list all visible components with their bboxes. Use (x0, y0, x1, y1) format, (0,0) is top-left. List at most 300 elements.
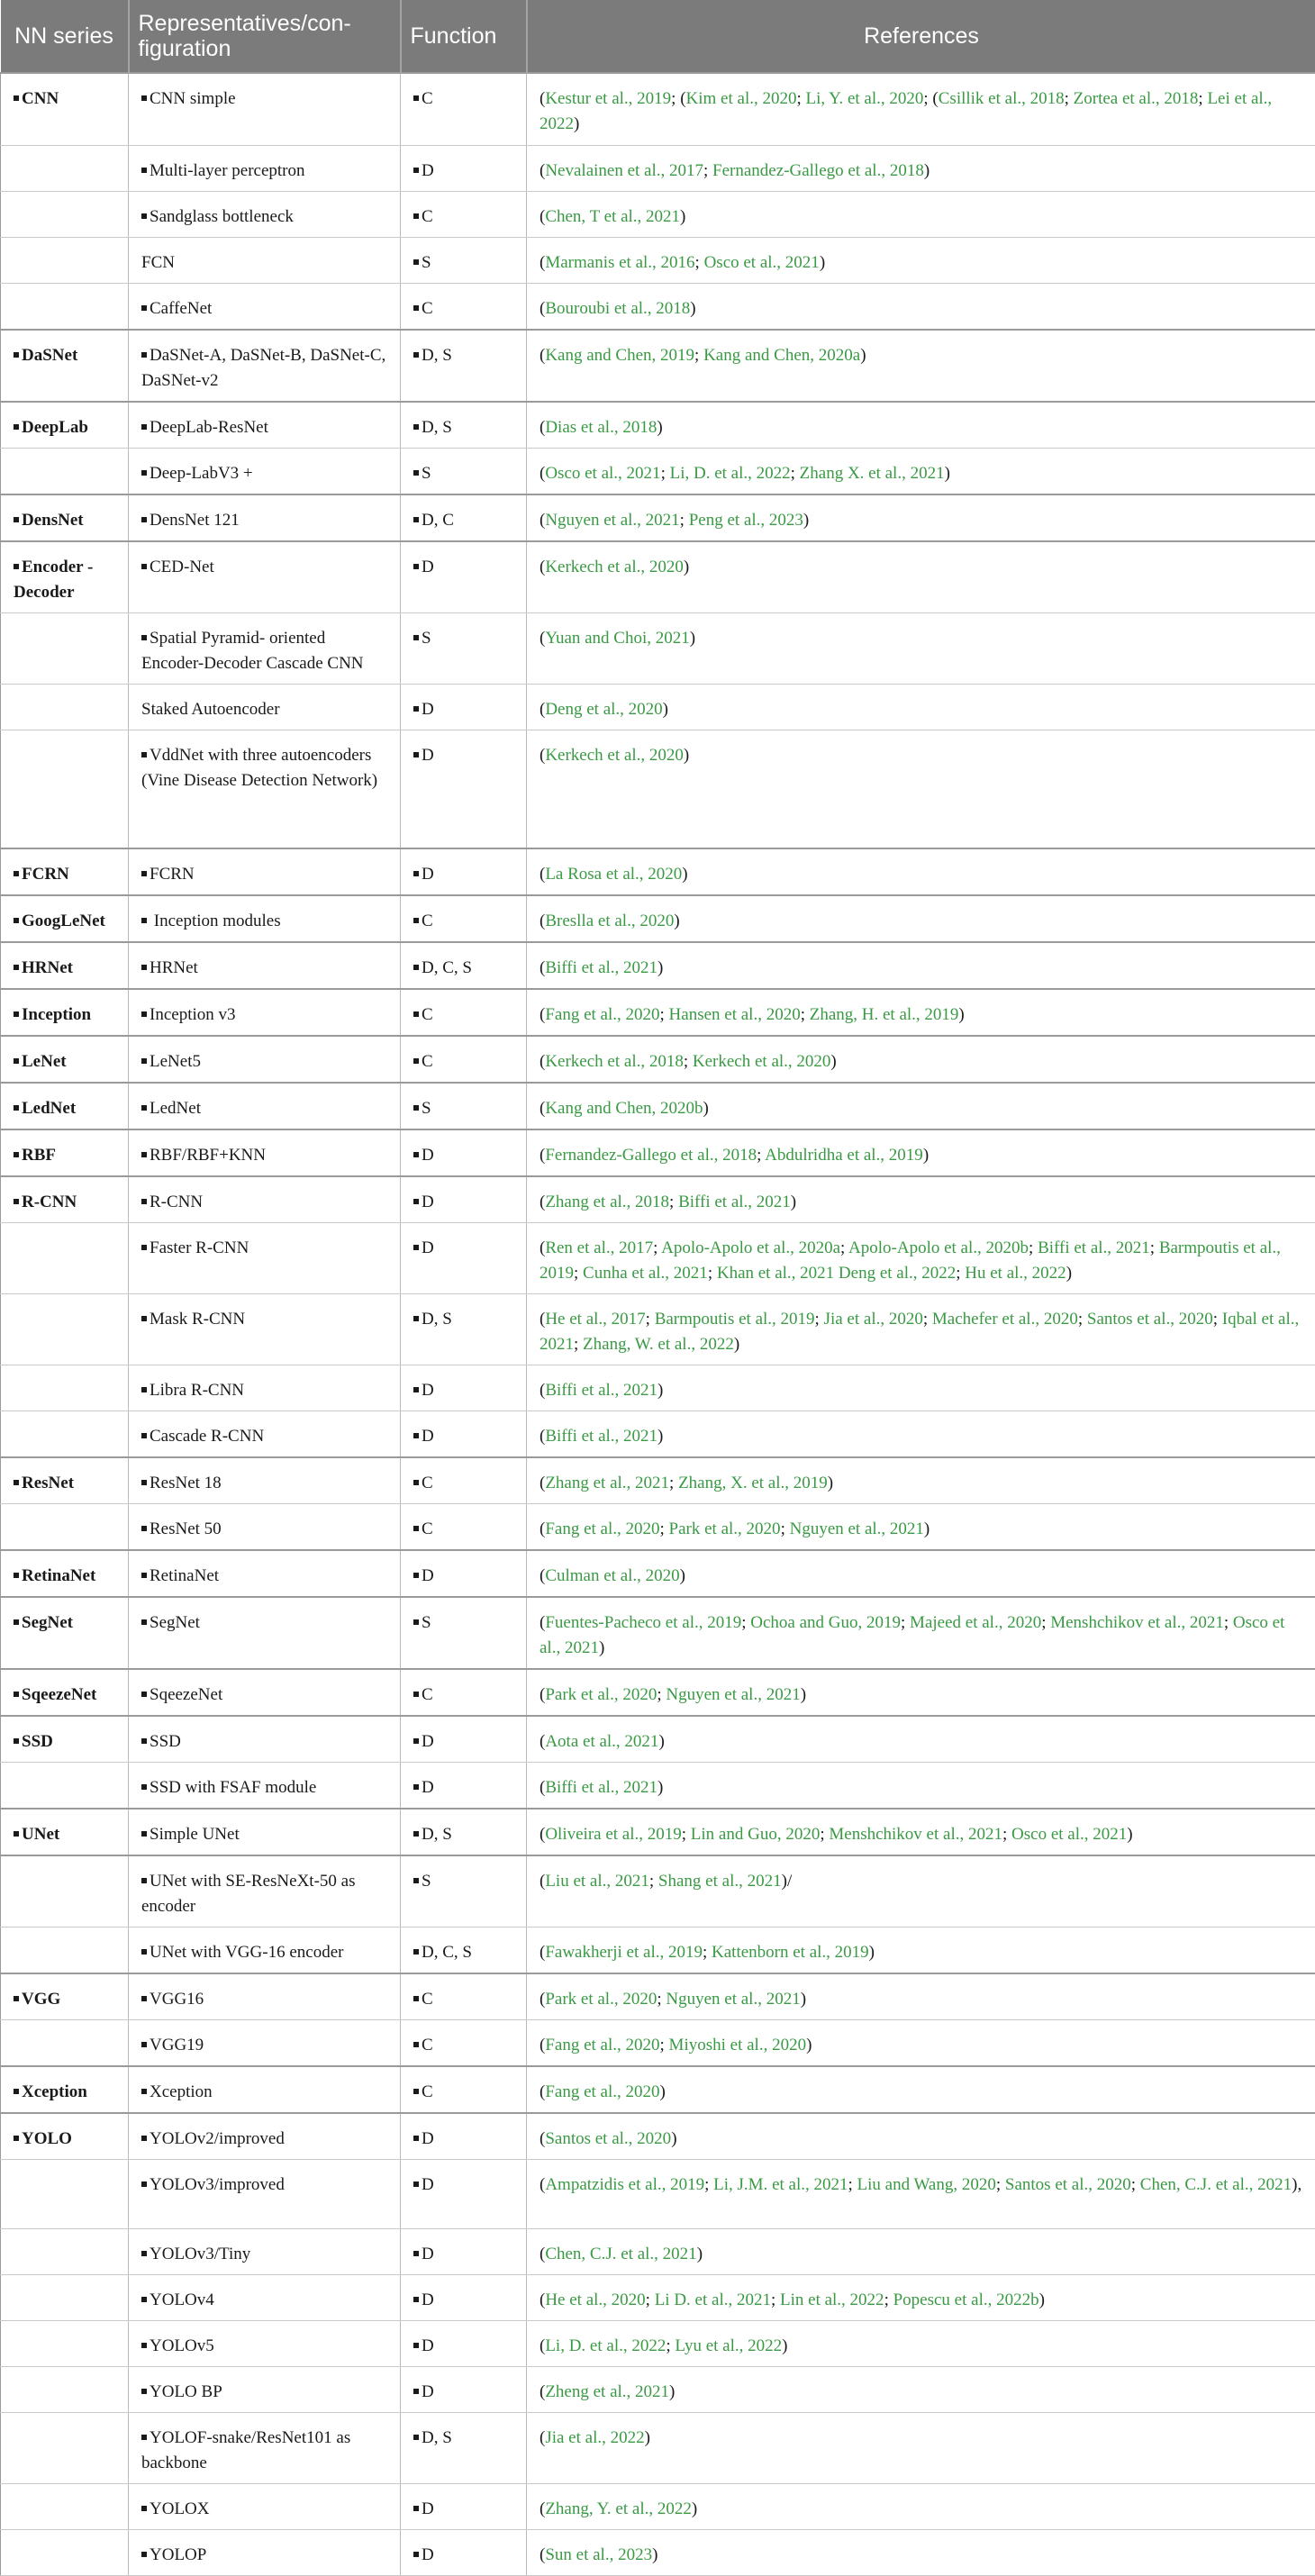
reference-link[interactable]: Chen, C.J. et al., 2021 (545, 2245, 696, 2263)
reference-link[interactable]: Csillik et al., 2018 (939, 89, 1065, 108)
series-cell (1, 237, 129, 283)
bullet-icon (413, 1058, 419, 1064)
representative-label: ResNet 18 (150, 1474, 222, 1492)
series-cell (1, 73, 129, 145)
series-cell (1, 684, 129, 730)
function-label: D, C, S (422, 958, 472, 977)
reference-link[interactable]: Yuan and Choi, 2021 (545, 629, 689, 648)
bullet-icon (413, 1784, 419, 1790)
function-label: D (422, 746, 434, 765)
representative-label: CNN simple (150, 89, 236, 108)
references-cell (527, 2367, 1315, 2413)
function-cell (401, 2367, 527, 2413)
series-cell (1, 1973, 129, 2020)
representative-label: Xception (150, 2082, 213, 2101)
series-cell (1, 541, 129, 613)
reference-link[interactable]: Majeed et al., 2020 (910, 1613, 1041, 1632)
reference-link[interactable]: Fernandez-Gallego et al., 2018 (545, 1146, 757, 1165)
reference-link[interactable]: Osco et al., 2021 (1011, 1825, 1127, 1844)
table-row (1, 541, 1315, 613)
series-cell (1, 942, 129, 989)
representative-label: DaSNet-A, DaSNet-B, DaSNet-C, DaSNet-v2 (141, 346, 385, 390)
table-row (1, 330, 1315, 402)
reference-link[interactable]: Deng et al., 2020 (545, 700, 662, 719)
reference-link[interactable]: Li, D. et al., 2022 (670, 464, 791, 483)
reference-link[interactable]: Biffi et al., 2021 (545, 1778, 658, 1797)
representative-label: VddNet with three autoencoders (Vine Disease Detection Network) (141, 746, 377, 790)
reference-link[interactable]: Park et al., 2020 (669, 1519, 781, 1538)
bullet-icon (141, 1573, 147, 1578)
bullet-icon (413, 470, 419, 476)
references-text: (Fuentes-Pacheco et al., 2019; Ochoa and Guo, 2019; Majeed et al., 2020; Menshchikov et al., 2021; Osco et al., 2021) (540, 1613, 1284, 1657)
reference-link[interactable]: Ren et al., 2017 (545, 1238, 653, 1257)
bullet-icon (141, 1526, 147, 1531)
series-label: DensNet (22, 511, 84, 530)
bullet-icon (141, 1152, 147, 1157)
reference-link[interactable]: Fang et al., 2020 (545, 2082, 659, 2101)
bullet-icon (413, 168, 419, 173)
function-cell (401, 1457, 527, 1504)
references-cell (527, 1669, 1315, 1716)
references-cell (527, 73, 1315, 145)
reference-link[interactable]: Popescu et al., 2022b (893, 2290, 1039, 2309)
series-cell (1, 1504, 129, 1551)
table-row (1, 1176, 1315, 1223)
reference-link[interactable]: Iqbal et al., 2021 (540, 1310, 1299, 1354)
reference-link[interactable]: Santos et al., 2020 (1005, 2175, 1131, 2194)
reference-link[interactable]: Dias et al., 2018 (545, 418, 657, 437)
bullet-icon (141, 424, 147, 430)
function-label: C (422, 1990, 433, 2009)
reference-link[interactable]: Chen, C.J. et al., 2021 (1140, 2175, 1292, 2194)
function-cell (401, 989, 527, 1036)
reference-link[interactable]: Zhang, Y. et al., 2022 (545, 2499, 692, 2518)
bullet-icon (14, 1831, 19, 1837)
reference-link[interactable]: Lei et al., 2022 (540, 89, 1272, 133)
reference-link[interactable]: Cunha et al., 2021 (583, 1264, 708, 1283)
reference-link[interactable]: Santos et al., 2020 (1087, 1310, 1213, 1329)
reference-link[interactable]: Kim et al., 2020 (686, 89, 797, 108)
reference-link[interactable]: Menshchikov et al., 2021 (829, 1825, 1002, 1844)
reference-link[interactable]: Khan et al., 2021 Deng et al., 2022 (717, 1264, 956, 1283)
references-text: (Fang et al., 2020; Miyoshi et al., 2020) (540, 2036, 812, 2054)
reference-link[interactable]: Li, J.M. et al., 2021 (713, 2175, 848, 2194)
reference-link[interactable]: Jia et al., 2022 (545, 2428, 644, 2447)
representative-cell (129, 1597, 401, 1669)
representative-label: FCN (141, 253, 175, 272)
series-label: LedNet (22, 1099, 76, 1118)
representative-label: Multi-layer perceptron (150, 161, 305, 180)
representative-cell (129, 1855, 401, 1927)
bullet-icon (413, 1949, 419, 1955)
references-cell (527, 330, 1315, 402)
function-cell (401, 2321, 527, 2367)
reference-link[interactable]: Machefer et al., 2020 (932, 1310, 1078, 1329)
reference-link[interactable]: Marmanis et al., 2016 (545, 253, 694, 272)
reference-link[interactable]: He et al., 2020 (545, 2290, 645, 2309)
references-text: (Kang and Chen, 2019; Kang and Chen, 2020a) (540, 346, 866, 365)
reference-link[interactable]: Li D. et al., 2021 (655, 2290, 771, 2309)
reference-link[interactable]: Culman et al., 2020 (545, 1566, 679, 1585)
bullet-icon (14, 95, 19, 101)
reference-link[interactable]: Fawakherji et al., 2019 (545, 1943, 703, 1962)
reference-link[interactable]: Zhang, W. et al., 2022 (583, 1335, 734, 1354)
representative-label: Spatial Pyramid- oriented Encoder-Decoder Cascade CNN (141, 629, 364, 673)
table-row (1, 2066, 1315, 2113)
reference-link[interactable]: Kang and Chen, 2020a (703, 346, 860, 365)
bullet-icon (141, 1199, 147, 1204)
header-function: Function (401, 0, 527, 73)
bullet-icon (141, 1996, 147, 2001)
reference-link[interactable]: Kerkech et al., 2020 (545, 558, 684, 576)
reference-link[interactable]: Jia et al., 2020 (824, 1310, 923, 1329)
function-cell (401, 730, 527, 848)
series-cell (1, 612, 129, 684)
function-cell (401, 1129, 527, 1176)
series-label: HRNet (22, 958, 73, 977)
references-cell (527, 2229, 1315, 2275)
reference-link[interactable]: Ochoa and Guo, 2019 (750, 1613, 901, 1632)
function-cell (401, 1763, 527, 1810)
series-cell (1, 283, 129, 330)
series-cell (1, 1457, 129, 1504)
references-cell (527, 448, 1315, 494)
reference-link[interactable]: Nguyen et al., 2021 (666, 1990, 800, 2009)
references-text: (Fang et al., 2020) (540, 2082, 666, 2101)
function-cell (401, 283, 527, 330)
bullet-icon (141, 635, 147, 640)
bullet-icon (141, 213, 147, 219)
reference-link[interactable]: Kang and Chen, 2020b (545, 1099, 703, 1118)
reference-link[interactable]: Menshchikov et al., 2021 (1050, 1613, 1224, 1632)
table-row (1, 895, 1315, 942)
references-cell (527, 2484, 1315, 2530)
bullet-icon (141, 871, 147, 876)
bullet-icon (141, 1316, 147, 1321)
reference-link[interactable]: Sun et al., 2023 (545, 2545, 652, 2564)
bullet-icon (14, 1573, 19, 1578)
reference-link[interactable]: Chen, T et al., 2021 (545, 207, 680, 226)
representative-cell (129, 1927, 401, 1974)
reference-link[interactable]: Fang et al., 2020 (545, 1519, 659, 1538)
references-text: (Zhang et al., 2021; Zhang, X. et al., 2019) (540, 1474, 833, 1492)
representative-label: SegNet (150, 1613, 200, 1632)
bullet-icon (413, 2089, 419, 2094)
reference-link[interactable]: Nguyen et al., 2021 (666, 1685, 800, 1704)
reference-link[interactable]: Kerkech et al., 2020 (693, 1052, 831, 1071)
reference-link[interactable]: Zhang et al., 2021 (545, 1474, 669, 1492)
table-row (1, 1365, 1315, 1411)
bullet-icon (413, 1526, 419, 1531)
table-row (1, 2229, 1315, 2275)
bullet-icon (141, 2343, 147, 2348)
bullet-icon (14, 2089, 19, 2094)
bullet-icon (413, 965, 419, 970)
table-row (1, 684, 1315, 730)
reference-link[interactable]: Breslla et al., 2020 (545, 912, 674, 930)
bullet-icon (413, 1831, 419, 1837)
series-cell (1, 1294, 129, 1365)
bullet-icon (141, 2552, 147, 2557)
reference-link[interactable]: Nguyen et al., 2021 (790, 1519, 924, 1538)
reference-link[interactable]: Liu and Wang, 2020 (857, 2175, 996, 2194)
table-row (1, 1550, 1315, 1597)
function-cell (401, 237, 527, 283)
bullet-icon (14, 918, 19, 923)
reference-link[interactable]: Zhang, H. et al., 2019 (810, 1005, 959, 1024)
function-label: D (422, 2245, 434, 2263)
function-cell (401, 1294, 527, 1365)
reference-link[interactable]: Shang et al., 2021 (658, 1872, 782, 1891)
function-label: S (422, 629, 431, 648)
series-cell (1, 2321, 129, 2367)
bullet-icon (413, 2506, 419, 2511)
bullet-icon (413, 213, 419, 219)
series-cell (1, 2413, 129, 2484)
series-cell (1, 2113, 129, 2160)
table-body (1, 73, 1315, 2576)
reference-link[interactable]: Fang et al., 2020 (545, 2036, 659, 2054)
representative-cell (129, 1176, 401, 1223)
series-cell (1, 2367, 129, 2413)
references-cell (527, 1504, 1315, 1551)
reference-link[interactable]: Zortea et al., 2018 (1074, 89, 1199, 108)
series-label: Inception (22, 1005, 91, 1024)
function-label: D (422, 1778, 434, 1797)
function-cell (401, 1973, 527, 2020)
reference-link[interactable]: Apolo-Apolo et al., 2020a (661, 1238, 840, 1257)
function-label: D, S (422, 1310, 452, 1329)
series-cell (1, 2275, 129, 2321)
representative-cell (129, 684, 401, 730)
references-text: (Biffi et al., 2021) (540, 958, 663, 977)
references-text: (Sun et al., 2023) (540, 2545, 658, 2564)
bullet-icon (141, 2181, 147, 2187)
representative-cell (129, 145, 401, 191)
table-row (1, 848, 1315, 895)
bullet-icon (14, 1152, 19, 1157)
function-cell (401, 2066, 527, 2113)
representative-label: YOLOF-snake/ResNet101 as backbone (141, 2428, 350, 2472)
references-text: (He et al., 2020; Li D. et al., 2021; Lin et al., 2022; Popescu et al., 2022b) (540, 2290, 1045, 2309)
reference-link[interactable]: Lin et al., 2022 (780, 2290, 884, 2309)
table-row (1, 1129, 1315, 1176)
reference-link[interactable]: Lyu et al., 2022 (675, 2336, 782, 2355)
bullet-icon (413, 1619, 419, 1625)
bullet-icon (413, 305, 419, 311)
representative-label: ResNet 50 (150, 1519, 222, 1538)
reference-link[interactable]: Osco et al., 2021 (540, 1613, 1284, 1657)
table-row (1, 1927, 1315, 1974)
representative-label: YOLOX (150, 2499, 210, 2518)
representative-label: Sandglass bottleneck (150, 207, 294, 226)
representative-cell (129, 1411, 401, 1458)
references-cell (527, 1716, 1315, 1763)
reference-link[interactable]: Park et al., 2020 (545, 1990, 657, 2009)
reference-link[interactable]: Abdulridha et al., 2019 (765, 1146, 923, 1165)
reference-link[interactable]: La Rosa et al., 2020 (545, 865, 682, 884)
bullet-icon (413, 1692, 419, 1697)
reference-link[interactable]: Kestur et al., 2019 (545, 89, 671, 108)
references-cell (527, 895, 1315, 942)
reference-link[interactable]: Barmpoutis et al., 2019 (540, 1238, 1281, 1283)
reference-link[interactable]: Zhang et al., 2018 (545, 1193, 669, 1211)
bullet-icon (141, 470, 147, 476)
function-cell (401, 1504, 527, 1551)
reference-link[interactable]: Biffi et al., 2021 (545, 1381, 658, 1400)
header-references: References (527, 0, 1315, 73)
references-cell (527, 1129, 1315, 1176)
reference-link[interactable]: Zhang, X. et al., 2019 (678, 1474, 828, 1492)
reference-link[interactable]: Fernandez-Gallego et al., 2018 (712, 161, 924, 180)
reference-link[interactable]: Biffi et al., 2021 (545, 1427, 658, 1446)
representative-label: VGG16 (150, 1990, 204, 2009)
series-cell (1, 1129, 129, 1176)
references-cell (527, 730, 1315, 848)
table-row (1, 989, 1315, 1036)
reference-link[interactable]: Kerkech et al., 2020 (545, 746, 684, 765)
bullet-icon (141, 2297, 147, 2302)
representative-label: Deep-LabV3 + (150, 464, 253, 483)
bullet-icon (141, 305, 147, 311)
reference-link[interactable]: Santos et al., 2020 (545, 2129, 671, 2148)
references-cell (527, 283, 1315, 330)
table-row (1, 2484, 1315, 2530)
reference-link[interactable]: Lin and Guo, 2020 (691, 1825, 821, 1844)
reference-link[interactable]: Fang et al., 2020 (545, 1005, 659, 1024)
reference-link[interactable]: He et al., 2017 (545, 1310, 645, 1329)
bullet-icon (413, 1245, 419, 1250)
reference-link[interactable]: Liu et al., 2021 (545, 1872, 649, 1891)
bullet-icon (413, 871, 419, 876)
representative-cell (129, 402, 401, 449)
representative-cell (129, 494, 401, 541)
series-label: Encoder - Decoder (14, 558, 93, 602)
table-header-row (1, 0, 1315, 73)
series-cell (1, 989, 129, 1036)
representative-cell (129, 1716, 401, 1763)
reference-link[interactable]: Ampatzidis et al., 2019 (545, 2175, 704, 2194)
representative-label: UNet with SE-ResNeXt-50 as encoder (141, 1872, 356, 1916)
function-cell (401, 330, 527, 402)
representative-cell (129, 2484, 401, 2530)
function-cell (401, 541, 527, 613)
reference-link[interactable]: Hansen et al., 2020 (669, 1005, 801, 1024)
function-label: D (422, 2499, 434, 2518)
series-cell (1, 191, 129, 237)
references-cell (527, 1855, 1315, 1927)
reference-link[interactable]: Biffi et al., 2021 (545, 958, 658, 977)
references-cell (527, 989, 1315, 1036)
reference-link[interactable]: Park et al., 2020 (545, 1685, 657, 1704)
reference-link[interactable]: Zheng et al., 2021 (545, 2382, 669, 2401)
series-cell (1, 1597, 129, 1669)
series-label: LeNet (22, 1052, 67, 1071)
reference-link[interactable]: Nevalainen et al., 2017 (545, 161, 703, 180)
references-text: (Park et al., 2020; Nguyen et al., 2021) (540, 1685, 806, 1704)
function-cell (401, 1223, 527, 1294)
references-cell (527, 1083, 1315, 1129)
reference-link[interactable]: Li, Y. et al., 2020 (806, 89, 924, 108)
representative-cell (129, 1457, 401, 1504)
function-label: C (422, 1474, 433, 1492)
function-label: D (422, 161, 434, 180)
reference-link[interactable]: Zhang X. et al., 2021 (800, 464, 945, 483)
table-row (1, 1504, 1315, 1551)
reference-link[interactable]: Biffi et al., 2021 (678, 1193, 791, 1211)
representative-cell (129, 1763, 401, 1810)
function-cell (401, 1809, 527, 1855)
series-cell (1, 1809, 129, 1855)
reference-link[interactable]: Bouroubi et al., 2018 (545, 299, 690, 318)
bullet-icon (141, 2136, 147, 2141)
representative-label: YOLOv4 (150, 2290, 214, 2309)
representative-label: YOLOv3/improved (150, 2175, 285, 2194)
reference-link[interactable]: Osco et al., 2021 (545, 464, 660, 483)
series-cell (1, 2530, 129, 2576)
series-label: R-CNN (22, 1193, 77, 1211)
table-row (1, 2367, 1315, 2413)
bullet-icon (413, 424, 419, 430)
series-cell (1, 1083, 129, 1129)
table-row (1, 145, 1315, 191)
reference-link[interactable]: Miyoshi et al., 2020 (669, 2036, 807, 2054)
series-cell (1, 1927, 129, 1974)
reference-link[interactable]: Nguyen et al., 2021 (545, 511, 679, 530)
reference-link[interactable]: Hu et al., 2022 (965, 1264, 1066, 1283)
representative-label: CED-Net (150, 558, 214, 576)
references-text: (Biffi et al., 2021) (540, 1381, 663, 1400)
bullet-icon (141, 1619, 147, 1625)
reference-link[interactable]: Osco et al., 2021 (704, 253, 820, 272)
series-label: SegNet (22, 1613, 73, 1632)
representative-cell (129, 2321, 401, 2367)
reference-link[interactable]: Fuentes-Pacheco et al., 2019 (545, 1613, 741, 1632)
reference-link[interactable]: Barmpoutis et al., 2019 (655, 1310, 815, 1329)
function-label: D, C, S (422, 1943, 472, 1962)
reference-link[interactable]: Kang and Chen, 2019 (545, 346, 694, 365)
table-row (1, 402, 1315, 449)
reference-link[interactable]: Oliveira et al., 2019 (545, 1825, 681, 1844)
reference-link[interactable]: Apolo-Apolo et al., 2020b (848, 1238, 1029, 1257)
references-cell (527, 2413, 1315, 2484)
reference-link[interactable]: Kattenborn et al., 2019 (712, 1943, 869, 1962)
series-label: SqeezeNet (22, 1685, 96, 1704)
representative-label: SqeezeNet (150, 1685, 222, 1704)
bullet-icon (141, 1949, 147, 1955)
series-cell (1, 448, 129, 494)
reference-link[interactable]: Aota et al., 2021 (545, 1732, 658, 1751)
bullet-icon (141, 1692, 147, 1697)
reference-link[interactable]: Li, D. et al., 2022 (545, 2336, 666, 2355)
series-label: VGG (22, 1990, 60, 2009)
representative-cell (129, 942, 401, 989)
representative-label: Inception v3 (150, 1005, 236, 1024)
references-cell (527, 1365, 1315, 1411)
references-text: (Kerkech et al., 2020) (540, 558, 689, 576)
bullet-icon (141, 168, 147, 173)
function-label: C (422, 2082, 433, 2101)
series-cell (1, 2484, 129, 2530)
reference-link[interactable]: Biffi et al., 2021 (1038, 1238, 1150, 1257)
representative-label: DeepLab-ResNet (150, 418, 268, 437)
series-label: RetinaNet (22, 1566, 95, 1585)
table-row (1, 1716, 1315, 1763)
function-label: S (422, 1099, 431, 1118)
reference-link[interactable]: Peng et al., 2023 (689, 511, 803, 530)
reference-link[interactable]: Kerkech et al., 2018 (545, 1052, 684, 1071)
table-row (1, 1411, 1315, 1458)
